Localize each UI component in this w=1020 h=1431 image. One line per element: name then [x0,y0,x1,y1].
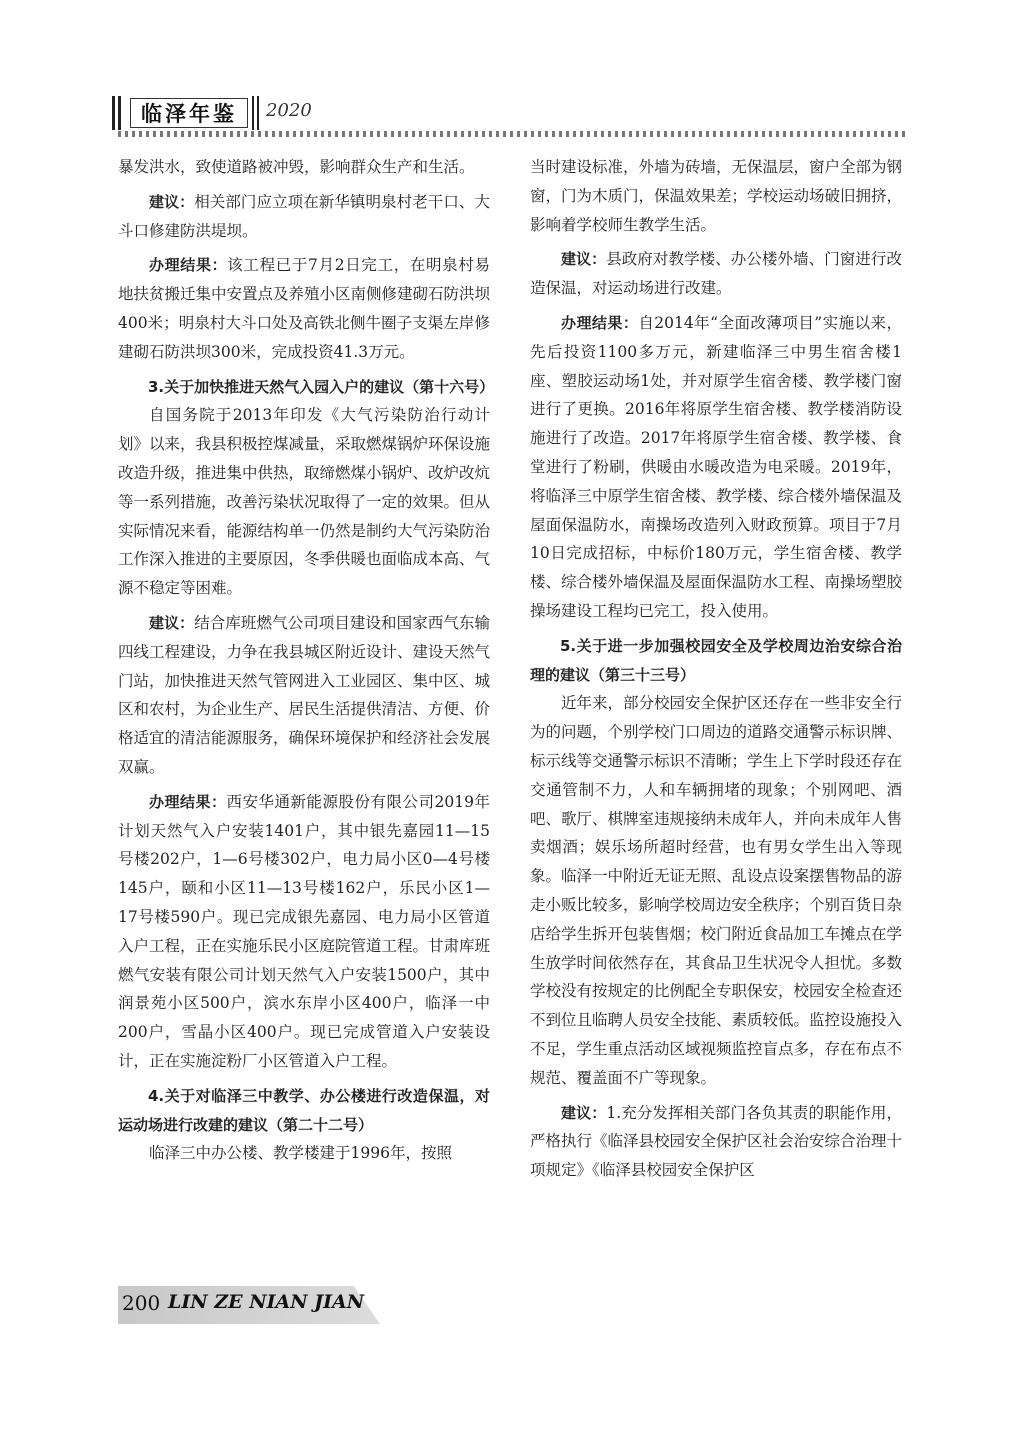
paragraph-text: 相关部门应立项在新华镇明泉村老干口、大斗口修建防洪堤坝。 [118,192,490,240]
paragraph-continued: 暴发洪水，致使道路被冲毁，影响群众生产和生活。 [118,158,475,176]
paragraph-label: 建议： [149,192,195,211]
labeled-paragraph [530,245,902,303]
proposal-heading: 4.关于对临泽三中教学、办公楼进行改造保温，对运动场进行改建的建议（第二十二号） [118,1086,490,1134]
left-text-column [118,153,495,1168]
paragraph-text: 自2014年“全面改薄项目”实施以来，先后投资1100多万元，新建临泽三中男生宿舍楼1座、塑胶运动场1处，并对原学生宿舍楼、教学楼门窗进行了更换。2016年将原学生宿舍楼、教学楼消防设施进行了改造。2017年将原学生宿舍楼、教学楼、食堂进行了粉刷，供暖由水暖改造为电采暖。2019年，将临泽三中原学生宿舍楼、教学楼、综合楼外墙保温及屋面保温防水，南操场改造列入财政预算。项目于7月10日完成招标，中标价180万元，学生宿舍楼、教学楼、综合楼外墙保温及屋面保温防水工程、南操场塑胶操场建设工程均已完工，投入使用。 [530,313,903,620]
right-text-column [530,153,902,1185]
paragraph-label: 建议： [149,613,195,632]
header-left-bars [112,96,126,130]
labeled-paragraph [118,251,490,366]
paragraph-label: 办理结果： [149,256,228,275]
body-paragraph: 自国务院于2013年印发《大气污染防治行动计划》以来，我县积极控煤减量，采取燃煤锅炉环保设施改造升级，推进集中供热，取缔燃煤小锅炉、改炉改炕等一系列措施，改善污染状况取得了一定的效果。但从实际情况来看，能源结构单一仍然是制约大气污染防治工作深入推进的主要原因，冬季供暖也面临成本高、气源不稳定等困难。 [118,406,491,598]
paragraph-text: 县政府对教学楼、办公楼外墙、门窗进行改造保温，对运动场进行改建。 [530,250,902,298]
labeled-paragraph [530,309,902,626]
running-header-year: 2020 [266,100,312,121]
labeled-paragraph [118,188,490,246]
header-dotted-rule [118,131,908,137]
running-header-title: 临泽年鉴 [130,98,248,128]
paragraph-label: 建议： [561,250,607,269]
proposal-heading: 3.关于加快推进天然气入园入户的建议（第十六号） [148,377,495,396]
paragraph-continued: 当时建设标准，外墙为砖墙，无保温层，窗户全部为钢窗，门为木质门，保温效果差；学校运动场破旧拥挤，影响着学校师生教学生活。 [530,158,903,234]
body-paragraph: 临泽三中办公楼、教学楼建于1996年，按照 [149,1144,452,1163]
body-paragraph: 近年来，部分校园安全保护区还存在一些非安全行为的问题，个别学校门口周边的道路交通警示标识牌、标示线等交通警示标识不清晰；学生上下学时段还存在交通管制不力，人和车辆拥堵的现象；个别网吧、酒吧、歌厅、棋牌室违规接纳未成年人，并向未成年人售卖烟酒；娱乐场所超时经营，也有男女学生出入等现象。临泽一中附近无证无照、乱设点设案摆售物品的游走小贩比较多，影响学校周边安全秩序；个别百货日杂店给学生拆开包装售烟；校门附近食品加工车摊点在学生放学时间依然存在，其食品卫生状况令人担忧。多数学校没有按规定的比例配全专职保安，校园安全检查还不到位且临聘人员安全技能、素质较低。监控设施投入不足，学生重点活动区域视频监控盲点多，存在布点不规范、覆盖面不广等现象。 [530,694,903,1087]
paragraph-text: 该工程已于7月2日完工，在明泉村易地扶贫搬迁集中安置点及养殖小区南侧修建砌石防洪坝400米；明泉村大斗口处及高铁北侧牛圈子支渠左岸修建砌石防洪坝300米，完成投资41.3万元。 [118,256,491,361]
paragraph-text: 结合库班燃气公司项目建设和国家西气东输四线工程建设，力争在我县城区附近设计、建设天然气门站，加快推进天然气管网进入工业园区、集中区、城区和农村，为企业生产、居民生活提供清洁、方便、价格适宜的清洁能源服务，确保环境保护和经济社会发展双赢。 [118,613,491,776]
page-footer [118,1286,380,1324]
labeled-paragraph [530,1099,902,1185]
labeled-paragraph [118,788,490,1076]
paragraph-label: 办理结果： [149,792,227,811]
proposal-heading: 5.关于进一步加强校园安全及学校周边治安综合治理的建议（第三十三号） [530,636,902,684]
page-number: 200 [122,1291,161,1315]
paragraph-label: 建议： [561,1103,607,1122]
journal-name: LIN ZE NIAN JIAN [168,1291,365,1313]
paragraph-text: 西安华通新能源股份有限公司2019年计划天然气入户安装1401户，其中银先嘉园11—15号楼202户，1—6号楼302户，电力局小区0—4号楼145户，颐和小区11—13号楼162户，乐民小区1—17号楼590户。现已完成银先嘉园、电力局小区管道入户工程，正在实施乐民小区庭院管道工程。甘肃库班燃气安装有限公司计划天然气入户安装1500户，其中润景苑小区500户，滨水东岸小区400户，临泽一中200户，雪晶小区400户。现已完成管道入户安装设计，正在实施淀粉厂小区管道入户工程。 [118,792,491,1070]
header-separator-bars [252,96,260,130]
paragraph-text: 1.充分发挥相关部门各负其责的职能作用，严格执行《临泽县校园安全保护区社会治安综合治理十项规定》《临泽县校园安全保护区 [530,1103,903,1180]
paragraph-label: 办理结果： [561,313,639,332]
labeled-paragraph [118,609,490,782]
